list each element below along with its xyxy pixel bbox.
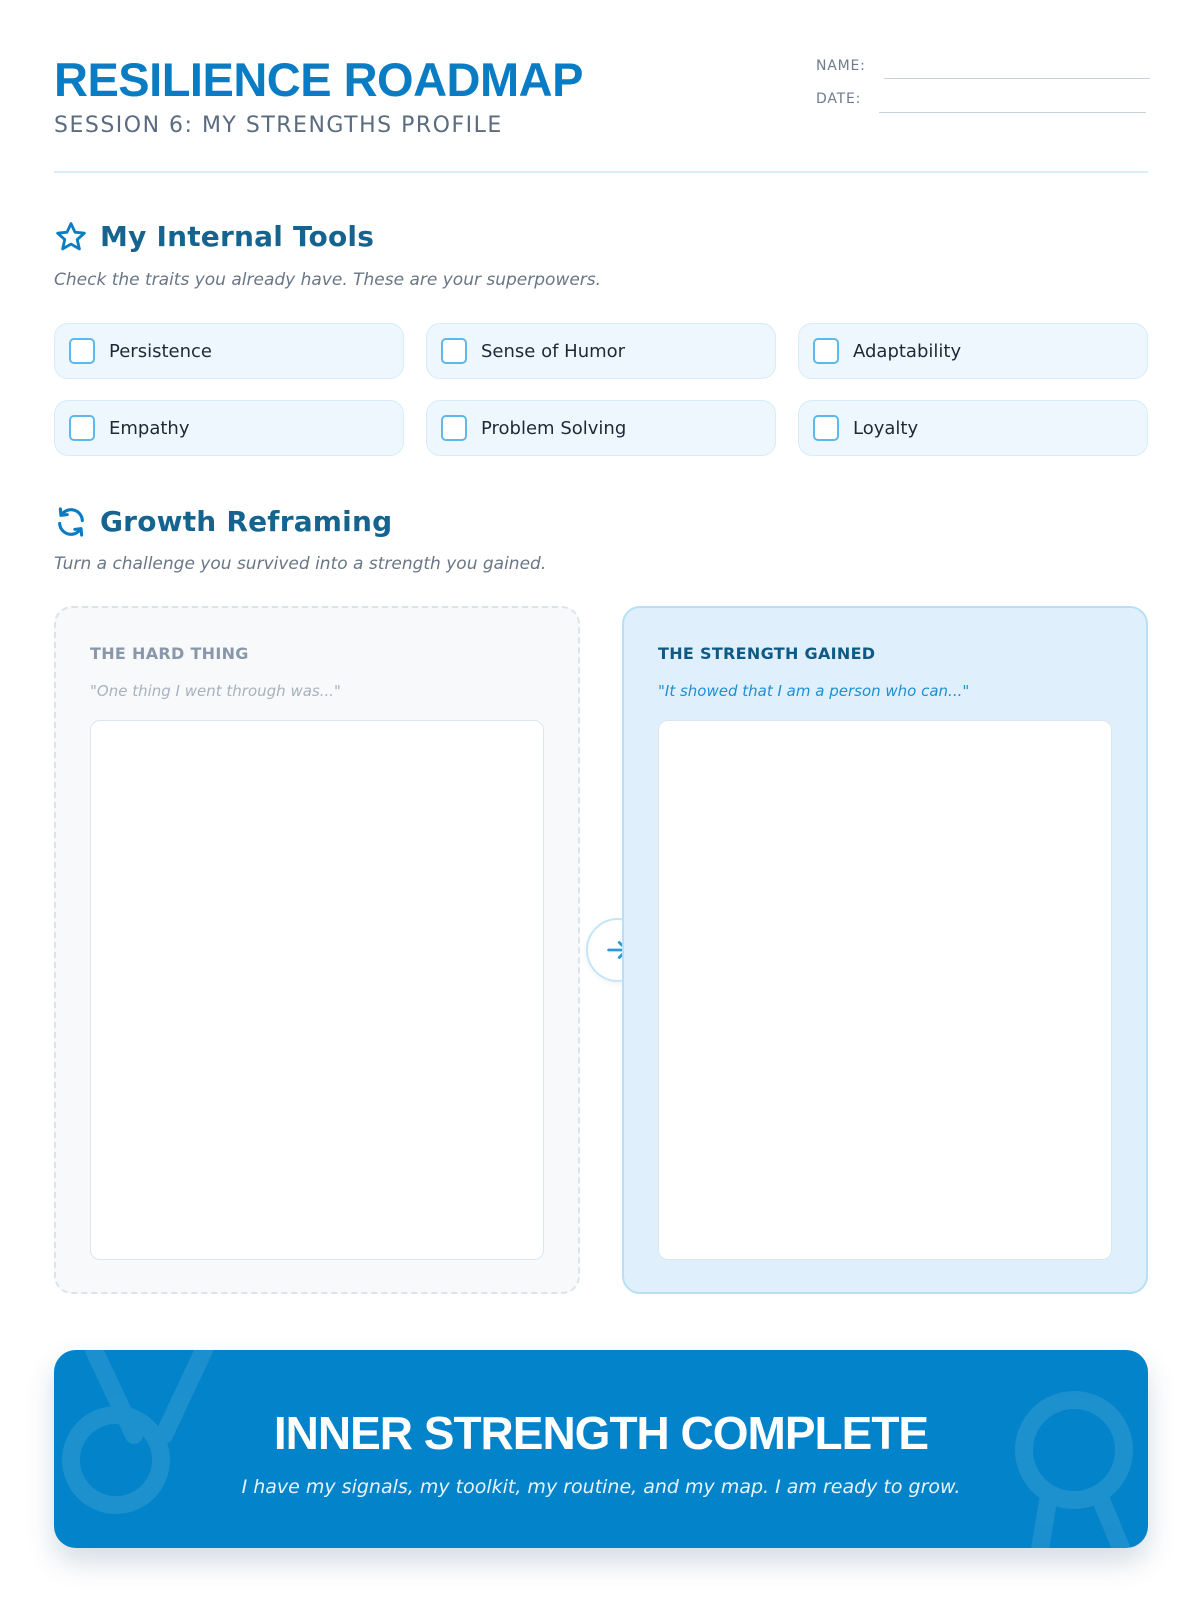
trait-label: Persistence bbox=[109, 340, 212, 362]
name-label: NAME: bbox=[816, 58, 866, 74]
refresh-icon bbox=[54, 505, 88, 539]
trait-chip[interactable] bbox=[426, 400, 776, 456]
trait-checkbox[interactable] bbox=[813, 415, 839, 441]
internal-tools-heading: My Internal Tools bbox=[100, 220, 375, 253]
banner-subtitle: I have my signals, my toolkit, my routine, and my map. I am ready to grow. bbox=[241, 1476, 961, 1498]
trait-label: Loyalty bbox=[853, 417, 919, 439]
trait-chip[interactable] bbox=[54, 323, 404, 379]
trait-label: Problem Solving bbox=[481, 417, 627, 439]
header-divider bbox=[54, 171, 1148, 173]
completion-banner bbox=[54, 1350, 1148, 1548]
page-title: RESILIENCE ROADMAP bbox=[54, 53, 583, 106]
trait-checkbox[interactable] bbox=[441, 338, 467, 364]
hard-thing-prompt: "One thing I went through was..." bbox=[90, 682, 341, 700]
trait-checkbox[interactable] bbox=[441, 415, 467, 441]
strength-gained-label: THE STRENGTH GAINED bbox=[658, 644, 876, 663]
date-input-line[interactable] bbox=[879, 112, 1146, 113]
trait-chip[interactable] bbox=[54, 400, 404, 456]
session-subtitle: SESSION 6: MY STRENGTHS PROFILE bbox=[54, 113, 503, 138]
date-label: DATE: bbox=[816, 91, 862, 107]
trait-label: Adaptability bbox=[853, 340, 962, 362]
strength-gained-card bbox=[622, 606, 1148, 1294]
name-input-line[interactable] bbox=[884, 78, 1150, 79]
growth-reframing-description: Turn a challenge you survived into a strength you gained. bbox=[54, 554, 547, 574]
trait-label: Empathy bbox=[109, 417, 190, 439]
banner-title: INNER STRENGTH COMPLETE bbox=[273, 1407, 929, 1459]
star-icon bbox=[54, 220, 88, 254]
trait-checkbox[interactable] bbox=[69, 338, 95, 364]
hard-thing-writing-area[interactable] bbox=[90, 720, 544, 1260]
strength-gained-writing-area[interactable] bbox=[658, 720, 1112, 1260]
trait-chip[interactable] bbox=[426, 323, 776, 379]
growth-reframing-heading: Growth Reframing bbox=[100, 505, 393, 538]
trait-checkbox[interactable] bbox=[813, 338, 839, 364]
trait-checkbox[interactable] bbox=[69, 415, 95, 441]
strength-gained-prompt: "It showed that I am a person who can..." bbox=[658, 682, 970, 700]
trait-chip[interactable] bbox=[798, 323, 1148, 379]
trait-label: Sense of Humor bbox=[481, 340, 626, 362]
hard-thing-label: THE HARD THING bbox=[90, 644, 249, 663]
trait-chip[interactable] bbox=[798, 400, 1148, 456]
internal-tools-description: Check the traits you already have. These are your superpowers. bbox=[54, 270, 602, 290]
hard-thing-card bbox=[54, 606, 580, 1294]
